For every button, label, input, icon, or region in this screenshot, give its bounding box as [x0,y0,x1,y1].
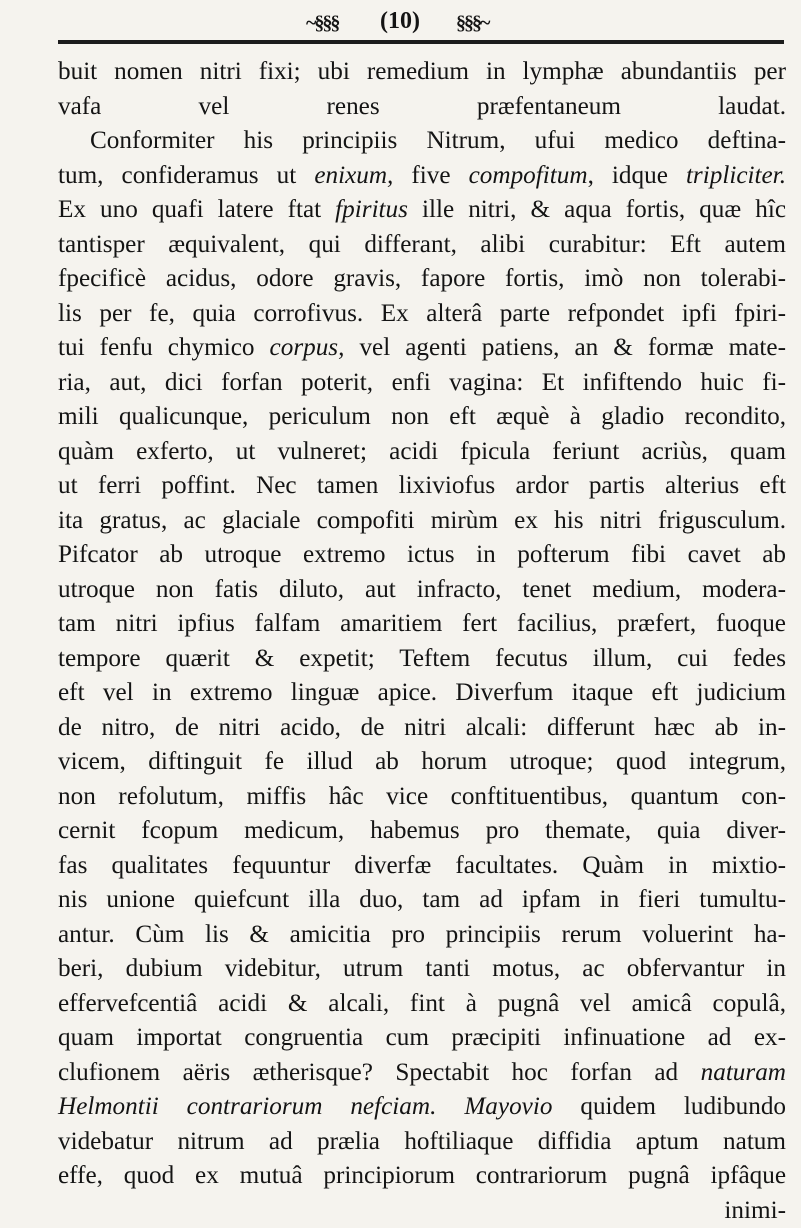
text-span: clufionem aëris ætherisque? Spectabit hoc forfan ad [58,1059,701,1086]
text-line: tam nitri ipfius falfam amaritiem fert facilius, præfert, fuoque [58,607,786,642]
text-line: vicem, diftinguit fe illud ab horum utroque; quod integrum, [58,745,786,780]
italic-span: tripliciter. [686,162,786,189]
text-span: , idque [588,162,686,189]
text-span: ille nitri, & aqua fortis, quæ hîc [408,196,786,223]
text-line: ut ferri poffint. Nec tamen lixiviofus ardor partis alterius eft [58,469,786,504]
italic-span: compofitum [469,162,588,189]
text-span: tum, confideramus ut [58,162,314,189]
text-span: Ex uno quafi latere ftat [58,196,335,223]
text-line: fpecificè acidus, odore gravis, fapore fortis, imò non tolerabi- [58,262,786,297]
text-line: mili qualicunque, periculum non eft æquè à gladio recondito, [58,400,786,435]
text-line: effervefcentiâ acidi & alcali, fint à pugnâ vel amicâ copulâ, [58,987,786,1022]
text-line [58,1090,786,1125]
page-number: (10) [360,6,440,36]
header-ornament-right: §§§~ [456,12,488,35]
text-span: tui fenfu chymico [58,334,270,361]
text-line: de nitro, de nitri acido, de nitri alcali: differunt hæc ab in- [58,711,786,746]
text-line: fas qualitates fequuntur diverfæ facultates. Quàm in mixtio- [58,849,786,884]
text-line: nis unione quiefcunt illa duo, tam ad ipfam in fieri tumultu- [58,883,786,918]
text-line: Conformiter his principiis Nitrum, ufui medico deftina- [58,124,786,159]
text-line [58,159,786,194]
text-line: Pifcator ab utroque extremo ictus in pofterum fibi cavet ab [58,538,786,573]
text-line: utroque non fatis diluto, aut infracto, tenet medium, modera- [58,573,786,608]
text-line [58,1056,786,1091]
header-rule [58,40,784,44]
body-text [58,55,786,1228]
text-line: quàm exferto, ut vulneret; acidi fpicula feriunt acriùs, quam [58,435,786,470]
text-line: vafa vel renes præfentaneum laudat. [58,90,786,125]
text-span: five [393,162,468,189]
header-ornament-left: ~§§§ [306,12,338,35]
text-line: videbatur nitrum ad prælia hoftiliaque diffidia aptum natum [58,1125,786,1160]
text-line: beri, dubium videbitur, utrum tanti motus, ac obfervantur in [58,952,786,987]
text-line: buit nomen nitri fixi; ubi remedium in lymphæ abundantiis per [58,55,786,90]
text-line: antur. Cùm lis & amicitia pro principiis rerum voluerint ha- [58,918,786,953]
text-line: tempore quærit & expetit; Teftem fecutus illum, cui fedes [58,642,786,677]
text-line [58,193,786,228]
italic-span: fpiritus [335,196,408,223]
italic-span: Mayovio [464,1093,552,1120]
text-line: effe, quod ex mutuâ principiorum contrariorum pugnâ ipfâque [58,1159,786,1194]
text-line: cernit fcopum medicum, habemus pro themate, quia diver- [58,814,786,849]
text-line: non refolutum, miffis hâc vice conftituentibus, quantum con- [58,780,786,815]
text-line: eft vel in extremo linguæ apice. Diverfum itaque eft judicium [58,676,786,711]
text-span: quidem ludibundo [552,1093,786,1120]
italic-span: enixum, [314,162,393,189]
text-line: inimi- [58,1194,786,1228]
text-span [436,1093,464,1120]
italic-span: Helmontii contrariorum nefciam. [58,1093,436,1120]
text-line: quam importat congruentia cum præcipiti infinuatione ad ex- [58,1021,786,1056]
italic-span: corpus, [270,334,345,361]
text-line: lis per fe, quia corrofivus. Ex alterâ parte refpondet ipfi fpiri- [58,297,786,332]
text-line: tantisper æquivalent, qui differant, alibi curabitur: Eft autem [58,228,786,263]
text-line: ria, aut, dici forfan poterit, enfi vagina: Et infiftendo huic fi- [58,366,786,401]
page-header [0,0,801,52]
text-line: ita gratus, ac glaciale compofiti mirùm ex his nitri frigusculum. [58,504,786,539]
italic-span: naturam [701,1059,786,1086]
text-span: vel agenti patiens, an & formæ mate- [344,334,786,361]
text-line [58,331,786,366]
